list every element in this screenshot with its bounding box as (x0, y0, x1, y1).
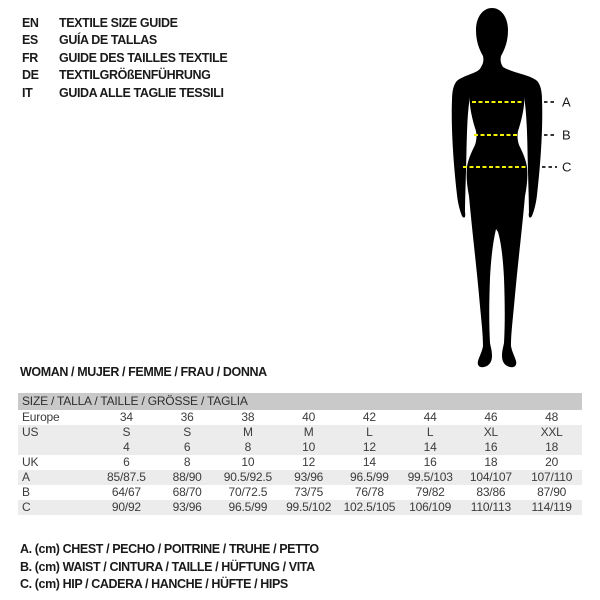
language-code: IT (22, 85, 33, 100)
size-cell: 110/113 (470, 500, 511, 514)
size-cell: 4 (123, 440, 130, 454)
row-label: US (22, 425, 39, 439)
size-cell: 14 (423, 440, 437, 454)
size-cell: 73/75 (294, 485, 324, 499)
size-cell: 16 (423, 455, 437, 469)
size-cell: 20 (545, 455, 559, 469)
size-cell: M (303, 425, 314, 439)
size-table-header: SIZE / TALLA / TAILLE / GRÖSSE / TAGLIA (18, 393, 582, 410)
size-cell: 96.5/99 (228, 500, 268, 514)
row-label: Europe (22, 410, 60, 424)
size-cell: 104/107 (469, 470, 512, 484)
row-label: C (22, 500, 31, 514)
size-cell: 18 (484, 455, 498, 469)
language-code: FR (22, 50, 38, 65)
size-cell: L (366, 425, 373, 439)
size-cell: 107/110 (531, 470, 573, 484)
size-cell: 85/87.5 (107, 470, 146, 484)
row-label (18, 440, 96, 455)
table-row-a (18, 470, 582, 485)
size-cell: S (183, 425, 192, 439)
size-cell: 90.5/92.5 (223, 470, 272, 484)
table-row-us-numeric (18, 440, 582, 455)
measurement-note: A. (cm) CHEST / PECHO / POITRINE / TRUHE / PETTO (20, 542, 319, 556)
measurement-note: C. (cm) HIP / CADERA / HANCHE / HÜFTE / HIPS (20, 577, 288, 591)
language-code: ES (22, 33, 38, 48)
size-cell: 10 (241, 455, 255, 469)
language-code: DE (22, 68, 39, 83)
woman-silhouette (452, 8, 543, 367)
size-cell: 46 (484, 410, 498, 424)
language-title: TEXTILE SIZE GUIDE (59, 15, 178, 30)
table-row-b (18, 485, 582, 500)
measurement-note: B. (cm) WAIST / CINTURA / TAILLE / HÜFTUNG / VITA (20, 559, 315, 574)
language-title: GUIDE DES TAILLES TEXTILE (59, 50, 228, 65)
size-cell: 44 (423, 410, 437, 424)
size-cell: L (426, 425, 434, 439)
size-cell: 88/90 (172, 470, 202, 484)
marker-label-a: A (562, 94, 571, 110)
marker-label-b: B (562, 127, 571, 143)
size-cell: 114/119 (531, 500, 572, 514)
size-cell: S (122, 425, 131, 439)
row-label: UK (22, 455, 39, 469)
gender-heading: WOMAN / MUJER / FEMME / FRAU / DONNA (20, 365, 267, 379)
row-label: A (22, 470, 30, 484)
size-cell: 8 (183, 455, 191, 469)
language-row-es (22, 32, 227, 50)
size-cell: M (242, 425, 253, 439)
size-cell: 99.5/103 (407, 470, 453, 484)
size-cell: 10 (302, 440, 316, 454)
size-cell: 12 (302, 455, 316, 469)
language-title: TEXTILGRÖßENFÜHRUNG (59, 68, 211, 83)
language-row-it (22, 84, 227, 102)
table-row-europe (18, 410, 582, 425)
size-cell: 96.5/99 (350, 470, 389, 484)
size-cell: 38 (241, 410, 255, 424)
size-cell: 93/96 (172, 500, 202, 514)
size-cell: 8 (244, 440, 252, 454)
size-cell: 36 (180, 410, 194, 424)
size-cell: 6 (183, 440, 191, 454)
size-cell: 6 (123, 455, 130, 469)
language-row-fr (22, 49, 227, 67)
size-cell: 34 (119, 410, 133, 424)
size-cell: 99.5/102 (286, 500, 332, 514)
size-cell: 40 (302, 410, 316, 424)
language-code: EN (22, 15, 39, 30)
language-title: GUÍA DE TALLAS (59, 33, 157, 48)
size-cell: 68/70 (172, 485, 202, 499)
size-table-rows (18, 410, 582, 515)
size-cell: 12 (362, 440, 376, 454)
size-cell: 14 (362, 455, 376, 469)
table-row-uk (18, 455, 582, 470)
size-cell: 106/109 (409, 500, 452, 514)
language-row-en (22, 14, 227, 32)
measurement-notes (20, 541, 319, 594)
size-cell: XXL (540, 425, 563, 439)
size-cell: 42 (362, 410, 376, 424)
size-cell: 70/72.5 (228, 485, 268, 499)
size-cell: 90/92 (111, 500, 141, 514)
woman-silhouette-figure (420, 0, 600, 380)
size-cell: 87/90 (537, 485, 567, 499)
table-row-c (18, 500, 582, 515)
size-cell: 16 (484, 440, 498, 454)
row-label: B (22, 485, 30, 499)
language-title: GUIDA ALLE TAGLIE TESSILI (59, 85, 224, 100)
language-row-de (22, 67, 227, 85)
size-cell: 64/67 (111, 485, 141, 499)
size-cell: 102.5/105 (343, 500, 396, 514)
size-cell: 93/96 (294, 470, 324, 484)
size-cell: 48 (545, 410, 559, 424)
size-cell: 18 (545, 440, 559, 454)
language-title-list (22, 14, 227, 102)
size-table (18, 393, 582, 515)
size-cell: XL (483, 425, 499, 439)
size-cell: 83/86 (476, 485, 506, 499)
table-row-us (18, 425, 582, 440)
size-cell: 79/82 (415, 485, 445, 499)
marker-label-c: C (562, 159, 572, 175)
size-cell: 76/78 (354, 485, 384, 499)
